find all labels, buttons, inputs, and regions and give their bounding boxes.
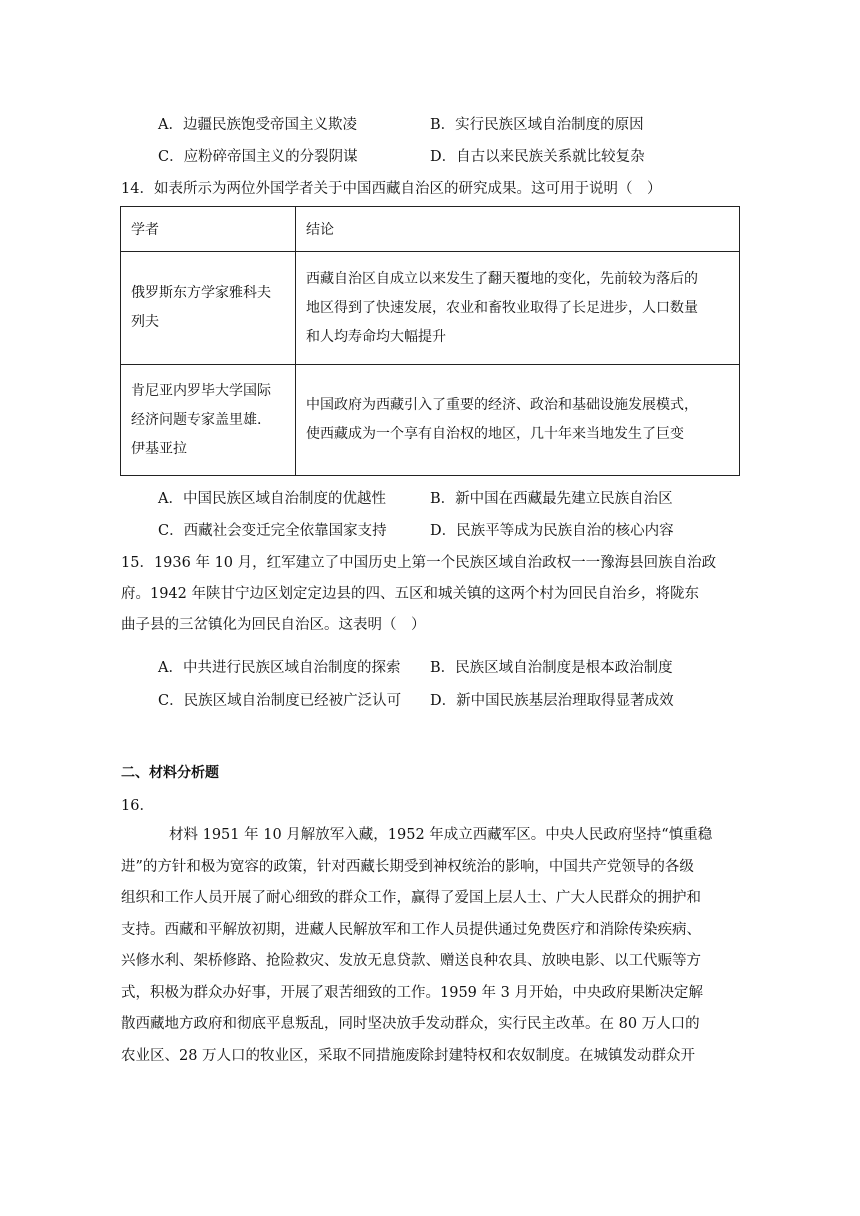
table-header-row [121, 207, 740, 252]
table-cell-scholar [121, 365, 296, 476]
q15-option-b[interactable]: B．民族区域自治制度是根本政治制度 [430, 660, 673, 676]
q13-options-row-2 [158, 145, 758, 169]
q15-options-row-1 [158, 656, 758, 680]
table-header-scholar: 学者 [121, 207, 296, 252]
q14-option-b[interactable]: B．新中国在西藏最先建立民族自治区 [430, 491, 673, 507]
table-cell-conclusion [296, 252, 740, 365]
q15-stem [121, 548, 741, 641]
q14-stem [121, 174, 741, 205]
q14-stem-text: 14．如表所示为两位外国学者关于中国西藏自治区的研究成果。这可用于说明（ ） [121, 181, 662, 197]
section-title: 二、材料分析题 [121, 765, 219, 781]
cell-line: 使西藏成为一个享有自治权的地区，几十年来当地发生了巨变 [306, 426, 684, 442]
q15-stem-line: 府。1942 年陕甘宁边区划定定边县的四、五区和城关镇的这两个村为回民自治乡，将陇东 [121, 586, 700, 602]
q16-number: 16． [121, 798, 154, 814]
cell-line: 俄罗斯东方学家雅科夫 [131, 285, 271, 301]
material-line: 农业区、28 万人口的牧业区，采取不同措施废除封建特权和农奴制度。在城镇发动群众开 [121, 1047, 696, 1064]
q13-options-row-1 [158, 113, 758, 137]
cell-line: 肯尼亚内罗毕大学国际 [131, 382, 271, 399]
material-line: 支持。西藏和平解放初期，进藏人民解放军和工作人员提供通过免费医疗和消除传染疾病、 [121, 921, 701, 938]
q13-option-b[interactable]: B．实行民族区域自治制度的原因 [430, 117, 644, 133]
q16-material [121, 820, 743, 1072]
cell-line: 西藏自治区自成立以来发生了翻天覆地的变化，先前较为落后的 [306, 270, 698, 287]
q15-options-row-2 [158, 689, 758, 713]
material-line: 式，积极为群众办好事，开展了艰苦细致的工作。1959 年 3 月开始，中央政府果断决定解 [121, 984, 703, 1001]
cell-line: 地区得到了快速发展，农业和畜牧业取得了长足进步，人口数量 [306, 299, 698, 316]
q14-option-a[interactable]: A．中国民族区域自治制度的优越性 [158, 491, 386, 507]
table-header-conclusion: 结论 [296, 207, 740, 252]
q14-option-c[interactable]: C．西藏社会变迁完全依靠国家支持 [158, 523, 387, 539]
q15-stem-line: 曲子县的三岔镇化为回民自治区。这表明（ ） [121, 617, 426, 633]
q14-options-row-1 [158, 487, 758, 511]
table-cell-scholar [121, 252, 296, 365]
q15-option-d[interactable]: D．新中国民族基层治理取得显著成效 [430, 693, 674, 709]
table-cell-conclusion [296, 365, 740, 476]
q14-options-row-2 [158, 519, 758, 543]
q15-option-c[interactable]: C．民族区域自治制度已经被广泛认可 [158, 693, 402, 709]
table-row [121, 365, 740, 476]
cell-line: 伊基亚拉 [131, 440, 187, 457]
q14-option-d[interactable]: D．民族平等成为民族自治的核心内容 [430, 523, 674, 539]
material-line: 组织和工作人员开展了耐心细致的群众工作，赢得了爱国上层人士、广大人民群众的拥护和 [121, 890, 701, 906]
cell-line: 列夫 [131, 314, 159, 330]
table-row [121, 252, 740, 365]
cell-line: 中国政府为西藏引入了重要的经济、政治和基础设施发展模式， [306, 397, 698, 413]
q15-option-a[interactable]: A．中共进行民族区域自治制度的探索 [158, 660, 401, 676]
cell-line: 经济问题专家盖里雄. [131, 411, 262, 428]
material-line: 兴修水利、架桥修路、抢险救灾、发放无息贷款、赠送良种农具、放映电影、以工代赈等方 [121, 953, 701, 969]
q13-option-c[interactable]: C．应粉碎帝国主义的分裂阴谋 [158, 149, 358, 165]
q14-table [120, 206, 740, 476]
q13-option-d[interactable]: D．自古以来民族关系就比较复杂 [430, 149, 645, 165]
q15-stem-line: 15．1936 年 10 月，红军建立了中国历史上第一个民族区域自治政权一一豫海县回族自治政 [121, 555, 717, 571]
q13-option-a[interactable]: A．边疆民族饱受帝国主义欺凌 [158, 117, 357, 133]
material-line: 散西藏地方政府和彻底平息叛乱，同时坚决放手发动群众，实行民主改革。在 80 万人口的 [121, 1016, 700, 1032]
material-line: 进”的方针和极为宽容的政策，针对西藏长期受到神权统治的影响，中国共产党领导的各级 [121, 858, 694, 875]
cell-line: 和人均寿命均大幅提升 [306, 328, 446, 345]
material-line: 材料 1951 年 10 月解放军入藏，1952 年成立西藏军区。中央人民政府坚持“慎重稳 [169, 827, 713, 843]
